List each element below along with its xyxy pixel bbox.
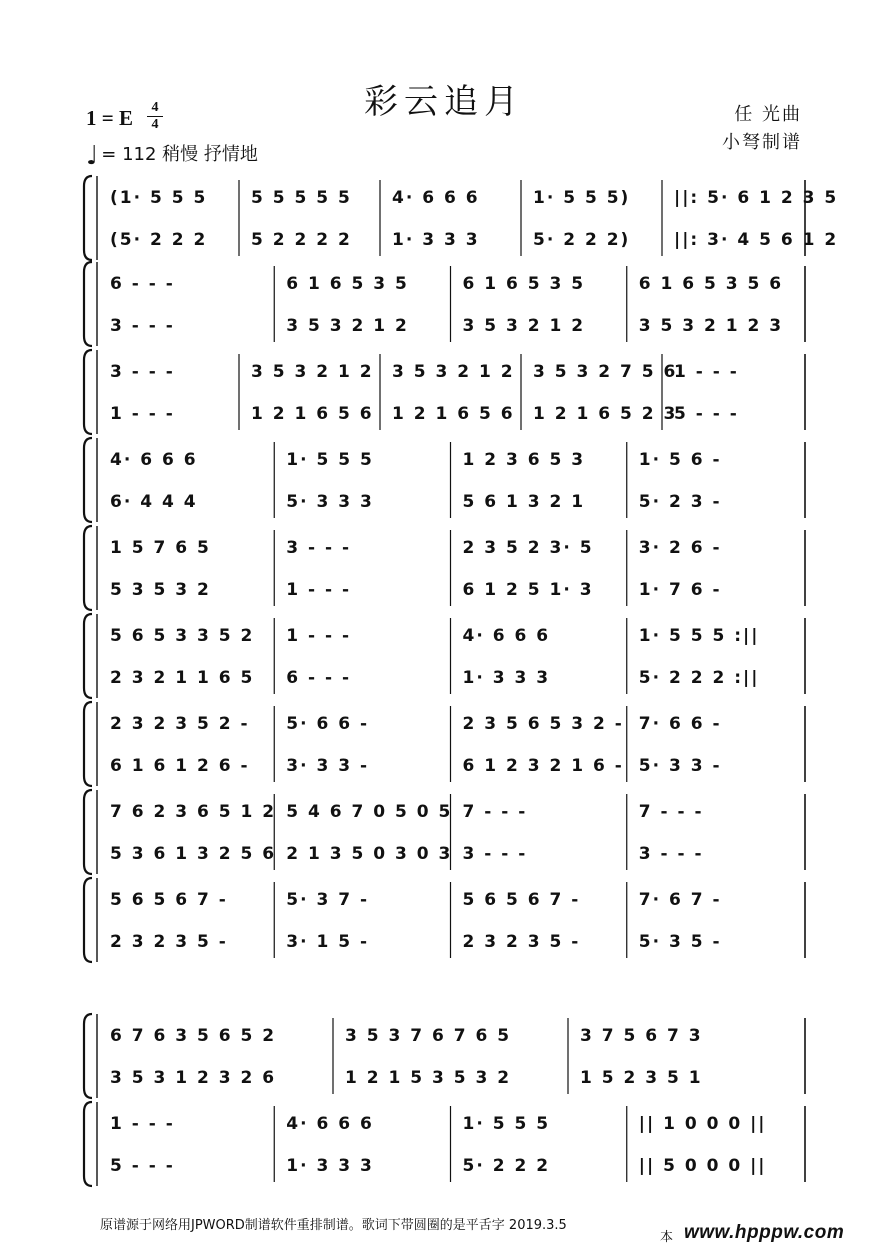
measure-notes: 1· 5 6 - — [638, 450, 722, 470]
measure-notes: 3 - - - — [110, 362, 175, 382]
system-brace — [84, 878, 92, 962]
measure-notes: 5· 2 3 - — [638, 492, 722, 512]
measure-notes: 2 3 2 1 1 6 5 — [110, 668, 255, 688]
measure-notes: 4· 6 6 6 — [110, 450, 198, 470]
composer-credit: 任 光曲 — [734, 104, 802, 125]
measure-notes: 3 7 5 6 7 3 — [580, 1026, 703, 1046]
measure-notes: 2 1 3 5 0 3 0 3 — [286, 844, 453, 864]
time-signature-denominator: 4 — [151, 117, 159, 132]
measure-notes: 2 3 2 3 5 2 - — [110, 714, 250, 734]
system-brace — [84, 1102, 92, 1186]
measure-notes: 1· 3 3 3 — [462, 668, 551, 688]
measure-notes: 5 3 6 1 3 2 5 6 — [110, 844, 277, 864]
measure-notes: 5· 2 2 2 — [462, 1156, 551, 1176]
measure-notes: 3 5 3 2 1 2 3 — [638, 316, 784, 336]
measure-notes: 1 - - - — [110, 1114, 175, 1134]
system-brace — [84, 176, 92, 260]
measure-notes: || 1 0 0 0 || — [638, 1114, 767, 1134]
page-title: 彩云追月 — [364, 82, 524, 122]
measure-notes: 1 5 2 3 5 1 — [580, 1068, 703, 1088]
quarter-note-icon: ♩ — [86, 141, 99, 171]
measure-notes: 4· 6 6 6 — [286, 1114, 374, 1134]
measure-notes: 5· 3 5 - — [638, 932, 722, 952]
site-watermark: www.hpppw.com — [684, 1222, 845, 1243]
measure-notes: 2 3 2 3 5 - — [462, 932, 581, 952]
tempo-expression: 稍慢 抒情地 — [162, 144, 258, 165]
measure-notes: 1· 5 5 5 — [286, 450, 374, 470]
measure-notes: 3 - - - — [462, 844, 528, 864]
measure-notes: (1· 5 5 5 — [110, 188, 208, 208]
measure-notes: 5· 6 6 - — [286, 714, 370, 734]
measure-notes: 6 1 6 5 3 5 — [462, 274, 586, 294]
measure-notes: 6 - - - — [110, 274, 175, 294]
system-brace — [84, 614, 92, 698]
measure-notes: ||: 5· 6 1 2 3 5 — [674, 188, 839, 208]
measure-notes: 3 5 3 2 1 2 — [462, 316, 586, 336]
measure-notes: 5· 2 2 2 :|| — [638, 668, 760, 688]
measure-notes: 1 - - - — [110, 404, 175, 424]
measure-notes: 1 - - - — [674, 362, 739, 382]
measure-notes: 3· 3 3 - — [286, 756, 370, 776]
measure-notes: 1· 7 6 - — [638, 580, 722, 600]
measure-notes: 5 6 5 6 7 - — [462, 890, 581, 910]
measure-notes: 3· 1 5 - — [286, 932, 370, 952]
measure-notes: 5 - - - — [110, 1156, 175, 1176]
measure-notes: 1 5 7 6 5 — [110, 538, 211, 558]
system-brace — [84, 350, 92, 434]
measure-notes: 6 1 6 5 3 5 6 — [638, 274, 784, 294]
measure-notes: 5 6 5 3 3 5 2 — [110, 626, 255, 646]
measure-notes: 7 6 2 3 6 5 1 2 — [110, 802, 277, 822]
measure-notes: 1· 3 3 3 — [286, 1156, 374, 1176]
arranger-credit: 小弩制谱 — [722, 132, 802, 153]
system-brace — [84, 438, 92, 522]
system-brace — [84, 702, 92, 786]
measure-notes: 3 5 3 7 6 7 6 5 — [345, 1026, 512, 1046]
measure-notes: || 5 0 0 0 || — [638, 1156, 767, 1176]
measure-notes: 5· 3 3 3 — [286, 492, 374, 512]
measure-notes: 1· 3 3 3 — [392, 230, 480, 250]
measure-notes: 6 7 6 3 5 6 5 2 — [110, 1026, 277, 1046]
measure-notes: 1 2 1 6 5 6 — [392, 404, 515, 424]
measure-notes: 5 - - - — [674, 404, 739, 424]
measure-notes: 5 5 5 5 5 — [251, 188, 352, 208]
measure-notes: 1 - - - — [286, 580, 352, 600]
measure-notes: 1· 5 5 5 — [462, 1114, 551, 1134]
measure-notes: 7 - - - — [462, 802, 528, 822]
time-signature-numerator: 4 — [151, 100, 159, 115]
tempo-value: = 112 — [101, 144, 157, 165]
system-brace — [84, 262, 92, 346]
measure-notes: 2 3 2 3 5 - — [110, 932, 228, 952]
measure-notes: 2 3 5 6 5 3 2 - — [462, 714, 624, 734]
system-brace — [84, 1014, 92, 1098]
key-signature: 1 = E — [86, 106, 133, 130]
measure-notes: 1 2 1 5 3 5 3 2 — [345, 1068, 512, 1088]
measure-notes: 1 2 1 6 5 6 — [251, 404, 374, 424]
footer-note: 原谱源于网络用JPWORD制谱软件重排制谱。歌词下带圆圈的是平舌字 2019.3.5 — [100, 1218, 567, 1233]
measure-notes: 3 5 3 1 2 3 2 6 — [110, 1068, 277, 1088]
measure-notes: 4· 6 6 6 — [462, 626, 551, 646]
measure-notes: 6 - - - — [286, 668, 352, 688]
measure-notes: 1 2 1 6 5 2 3 — [533, 404, 678, 424]
system-brace — [84, 526, 92, 610]
measure-notes: 7· 6 7 - — [638, 890, 722, 910]
measure-notes: 3 - - - — [110, 316, 175, 336]
measure-notes: 5 4 6 7 0 5 0 5 — [286, 802, 453, 822]
measure-notes: ||: 3· 4 5 6 1 2 — [674, 230, 839, 250]
measure-notes: 3 - - - — [638, 844, 704, 864]
measure-notes: 6 1 2 3 2 1 6 - — [462, 756, 624, 776]
measure-notes: 5· 2 2 2) — [533, 230, 631, 250]
measure-notes: 1 2 3 6 5 3 — [462, 450, 586, 470]
measure-notes: 3 5 3 2 7 5 6 — [533, 362, 678, 382]
measure-notes: 7· 6 6 - — [638, 714, 722, 734]
measure-notes: 5 2 2 2 2 — [251, 230, 352, 250]
measure-notes: (5· 2 2 2 — [110, 230, 208, 250]
measure-notes: 5 3 5 3 2 — [110, 580, 211, 600]
measure-notes: 1· 5 5 5 :|| — [638, 626, 760, 646]
measure-notes: 6· 4 4 4 — [110, 492, 198, 512]
measure-notes: 5 6 1 3 2 1 — [462, 492, 586, 512]
measure-notes: 1 - - - — [286, 626, 352, 646]
measure-notes: 3 5 3 2 1 2 — [286, 316, 409, 336]
system-brace — [84, 790, 92, 874]
footer-note-tail: 本 — [660, 1230, 674, 1245]
measure-notes: 5 6 5 6 7 - — [110, 890, 228, 910]
measure-notes: 1· 5 5 5) — [533, 188, 631, 208]
measure-notes: 5· 3 3 - — [638, 756, 722, 776]
measure-notes: 4· 6 6 6 — [392, 188, 480, 208]
measure-notes: 6 1 2 5 1· 3 — [462, 580, 594, 600]
measure-notes: 3 5 3 2 1 2 — [251, 362, 374, 382]
measure-notes: 3· 2 6 - — [638, 538, 722, 558]
measure-notes: 3 - - - — [286, 538, 352, 558]
measure-notes: 6 1 6 5 3 5 — [286, 274, 409, 294]
measure-notes: 7 - - - — [638, 802, 704, 822]
measure-notes: 3 5 3 2 1 2 — [392, 362, 515, 382]
measure-notes: 2 3 5 2 3· 5 — [462, 538, 594, 558]
measure-notes: 5· 3 7 - — [286, 890, 370, 910]
measure-notes: 6 1 6 1 2 6 - — [110, 756, 250, 776]
